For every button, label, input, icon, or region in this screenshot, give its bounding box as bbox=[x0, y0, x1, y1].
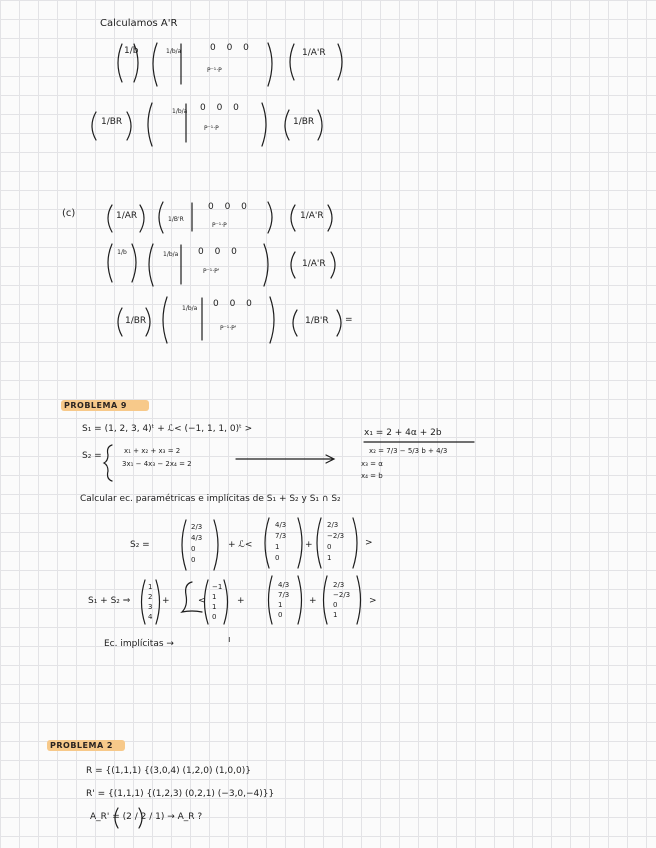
s2-param-label: S₂ = bbox=[130, 540, 150, 550]
s1-definition: S₁ = (1, 2, 3, 4)ᵗ + ℒ< (−1, 1, 1, 0)ᵗ > bbox=[82, 424, 253, 434]
sum-vector-0: 1 2 3 4 bbox=[148, 583, 153, 621]
eq3-zeros: 0 0 0 bbox=[208, 202, 251, 212]
sum-label: S₁ + S₂ ⇒ bbox=[88, 596, 131, 606]
sum-vector-1: −1 1 1 0 bbox=[212, 583, 223, 621]
s2-vector-1: 4/3 7/3 1 0 bbox=[275, 521, 287, 562]
eq1-p-inverse-p: P⁻¹·P bbox=[207, 67, 222, 74]
eq5-column: 1/b/a bbox=[182, 305, 198, 312]
problem-9-label: PROBLEMA 9 bbox=[64, 401, 127, 410]
sum-plus-1: + bbox=[162, 596, 170, 606]
eq2-column: 1/b/a bbox=[172, 108, 188, 115]
eq5-lhs: 1/BR bbox=[125, 316, 147, 326]
task-statement: Calcular ec. paramétricas e implícitas de S₁ + S₂ y S₁ ∩ S₂ bbox=[80, 494, 341, 504]
eq3-column: 1/B'R bbox=[168, 216, 184, 223]
s2-label: S₂ = bbox=[82, 451, 102, 461]
sum-plus-2: + bbox=[237, 596, 245, 606]
s2-vector-2: 2/3 −2/3 0 1 bbox=[327, 521, 345, 562]
basis-r-prime: R' = {(1,1,1) {(1,2,3) (0,2,1) (−3,0,−4)}} bbox=[86, 789, 275, 799]
eq1-zeros: 0 0 0 bbox=[210, 43, 253, 53]
section-c-label: (c) bbox=[62, 208, 76, 219]
eq5-zeros: 0 0 0 bbox=[213, 299, 256, 309]
s2-equation-1: x₁ + x₂ + x₃ = 2 bbox=[124, 447, 181, 455]
eq5-p-inverse-p: P⁻¹·P' bbox=[220, 325, 237, 332]
eq1-rhs: 1/A'R bbox=[302, 48, 326, 58]
coordinates-a-r-prime: A_R' = (2 / 2 / 1) → A_R ? bbox=[90, 812, 203, 822]
eq5-tail: = bbox=[345, 315, 353, 325]
sum-vector-3: 2/3 −2/3 0 1 bbox=[333, 581, 351, 619]
eq4-zeros: 0 0 0 bbox=[198, 247, 241, 257]
eq3-rhs: 1/A'R bbox=[300, 211, 324, 221]
eq4-lhs: 1/b bbox=[117, 249, 127, 256]
eq2-rhs: 1/BR bbox=[293, 117, 315, 127]
eq3-p-inverse-p: P⁻¹·P bbox=[212, 222, 227, 229]
eq3-lhs: 1/AR bbox=[116, 211, 138, 221]
eq1-column: 1/b/a bbox=[166, 48, 182, 55]
s2-span-symbol: + ℒ< bbox=[228, 540, 253, 550]
eq2-lhs: 1/BR bbox=[101, 117, 123, 127]
eq4-rhs: 1/A'R bbox=[302, 259, 326, 269]
intro-heading: Calculamos A'R bbox=[100, 18, 178, 29]
s2-vector-0: 2/3 4/3 0 0 bbox=[191, 523, 203, 564]
sum-span-open: < bbox=[198, 596, 206, 606]
sum-plus-3: + bbox=[309, 596, 317, 606]
s2-close: > bbox=[365, 538, 373, 548]
solution-x2: x₂ = 7/3 − 5/3 b + 4/3 bbox=[369, 447, 448, 455]
s2-plus: + bbox=[305, 540, 313, 550]
sum-close: > bbox=[369, 596, 377, 606]
implicit-equations: Ec. implícitas → bbox=[104, 639, 174, 649]
eq2-p-inverse-p: P⁻¹·P bbox=[204, 125, 219, 132]
eq1-lhs: 1/b bbox=[124, 46, 139, 56]
implicit-tick: ı bbox=[228, 635, 231, 645]
sum-vector-2: 4/3 7/3 1 0 bbox=[278, 581, 290, 619]
eq4-p-inverse-p: P⁻¹·P' bbox=[203, 268, 220, 275]
solution-x3: x₃ = α bbox=[361, 460, 383, 468]
basis-r: R = {(1,1,1) {(3,0,4) (1,2,0) (1,0,0)} bbox=[86, 766, 251, 776]
problem-2-label: PROBLEMA 2 bbox=[50, 741, 113, 750]
eq4-column: 1/b/a bbox=[163, 251, 179, 258]
eq2-zeros: 0 0 0 bbox=[200, 103, 243, 113]
s2-equation-2: 3x₁ − 4x₃ − 2x₄ = 2 bbox=[122, 460, 192, 468]
solution-x1: x₁ = 2 + 4α + 2b bbox=[364, 428, 442, 438]
eq5-rhs: 1/B'R bbox=[305, 316, 329, 326]
solution-x4: x₄ = b bbox=[361, 472, 383, 480]
